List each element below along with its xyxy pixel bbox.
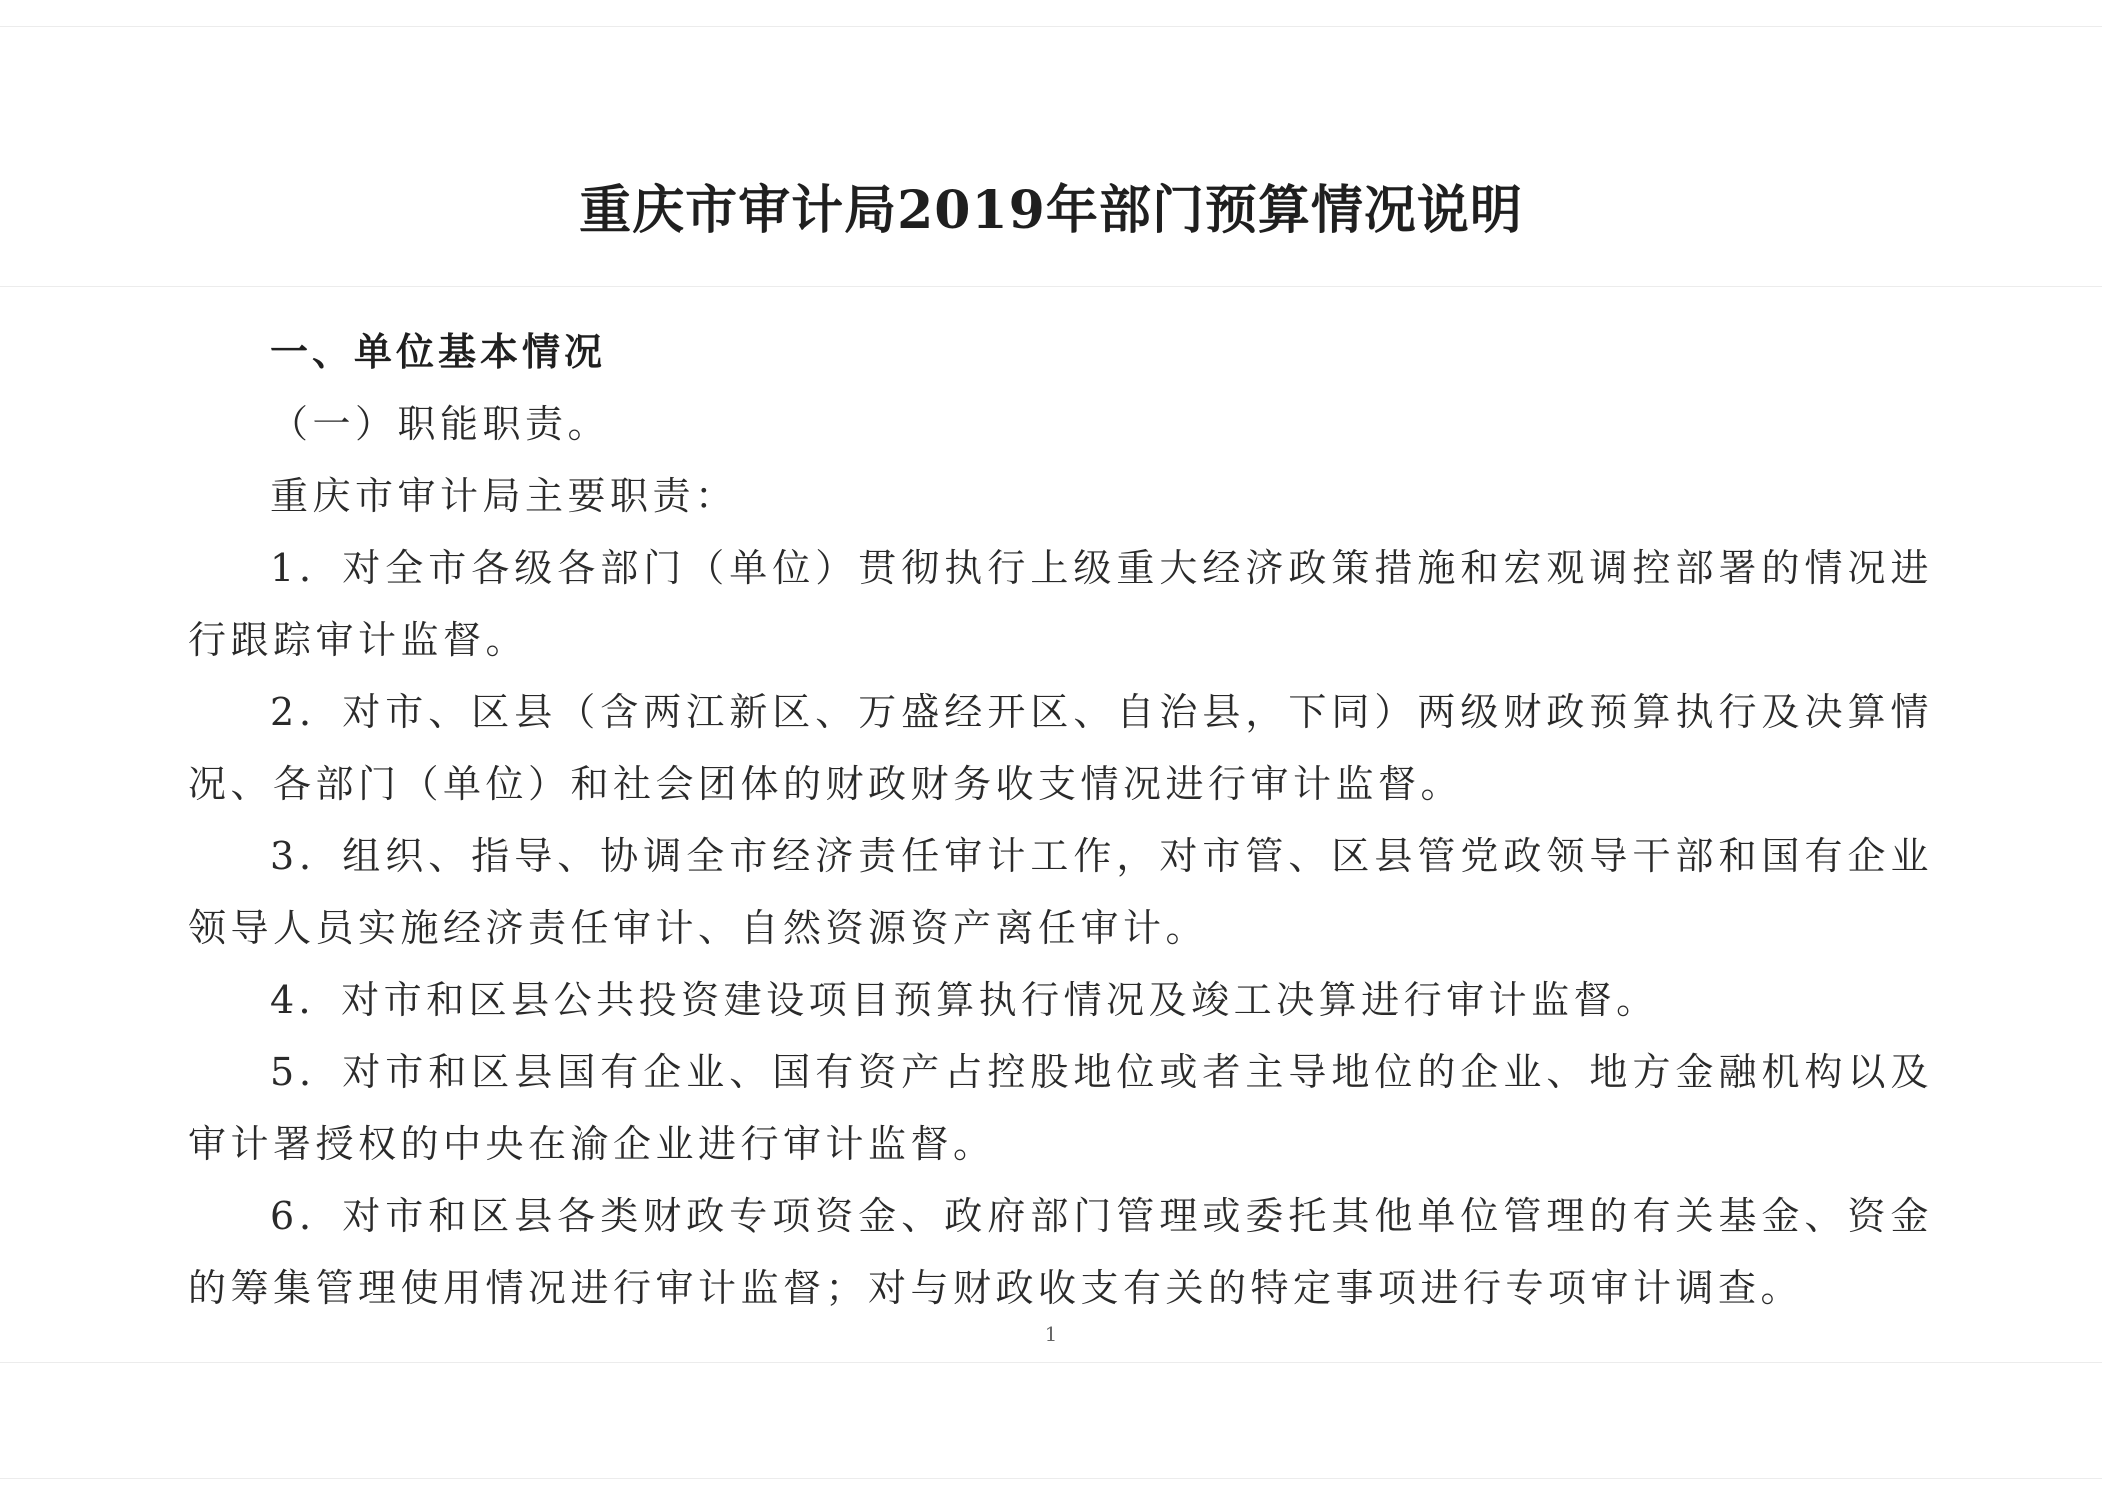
duty-item: 2．对市、区县（含两江新区、万盛经开区、自治县，下同）两级财政预算执行及决算情况、各部门（单位）和社会团体的财政财务收支情况进行审计监督。 <box>188 690 1933 806</box>
subsection-heading: （一）职能职责。 <box>270 402 611 446</box>
scan-artifact-line <box>0 26 2102 27</box>
scan-artifact-line <box>0 1362 2102 1363</box>
duty-item: 6．对市和区县各类财政专项资金、政府部门管理或委托其他单位管理的有关基金、资金的筹集管理使用情况进行审计监督；对与财政收支有关的特定事项进行专项审计调查。 <box>188 1194 1933 1310</box>
duty-item: 1．对全市各级各部门（单位）贯彻执行上级重大经济政策措施和宏观调控部署的情况进行跟踪审计监督。 <box>188 546 1933 662</box>
section-heading: 一、单位基本情况 <box>270 329 607 374</box>
duty-item: 5．对市和区县国有企业、国有资产占控股地位或者主导地位的企业、地方金融机构以及审计署授权的中央在渝企业进行审计监督。 <box>188 1050 1933 1166</box>
scan-artifact-line <box>0 286 2102 287</box>
duty-item: 4．对市和区县公共投资建设项目预算执行情况及竣工决算进行审计监督。 <box>270 978 1659 1022</box>
duties-intro: 重庆市审计局主要职责： <box>270 474 738 518</box>
page-number: 1 <box>1044 1322 1058 1346</box>
page-title: 重庆市审计局2019年部门预算情况说明 <box>579 180 1523 241</box>
duty-item: 3．组织、指导、协调全市经济责任审计工作，对市管、区县管党政领导干部和国有企业领导人员实施经济责任审计、自然资源资产离任审计。 <box>188 834 1933 950</box>
scan-artifact-line <box>0 1478 2102 1479</box>
document-body <box>188 316 1933 1324</box>
